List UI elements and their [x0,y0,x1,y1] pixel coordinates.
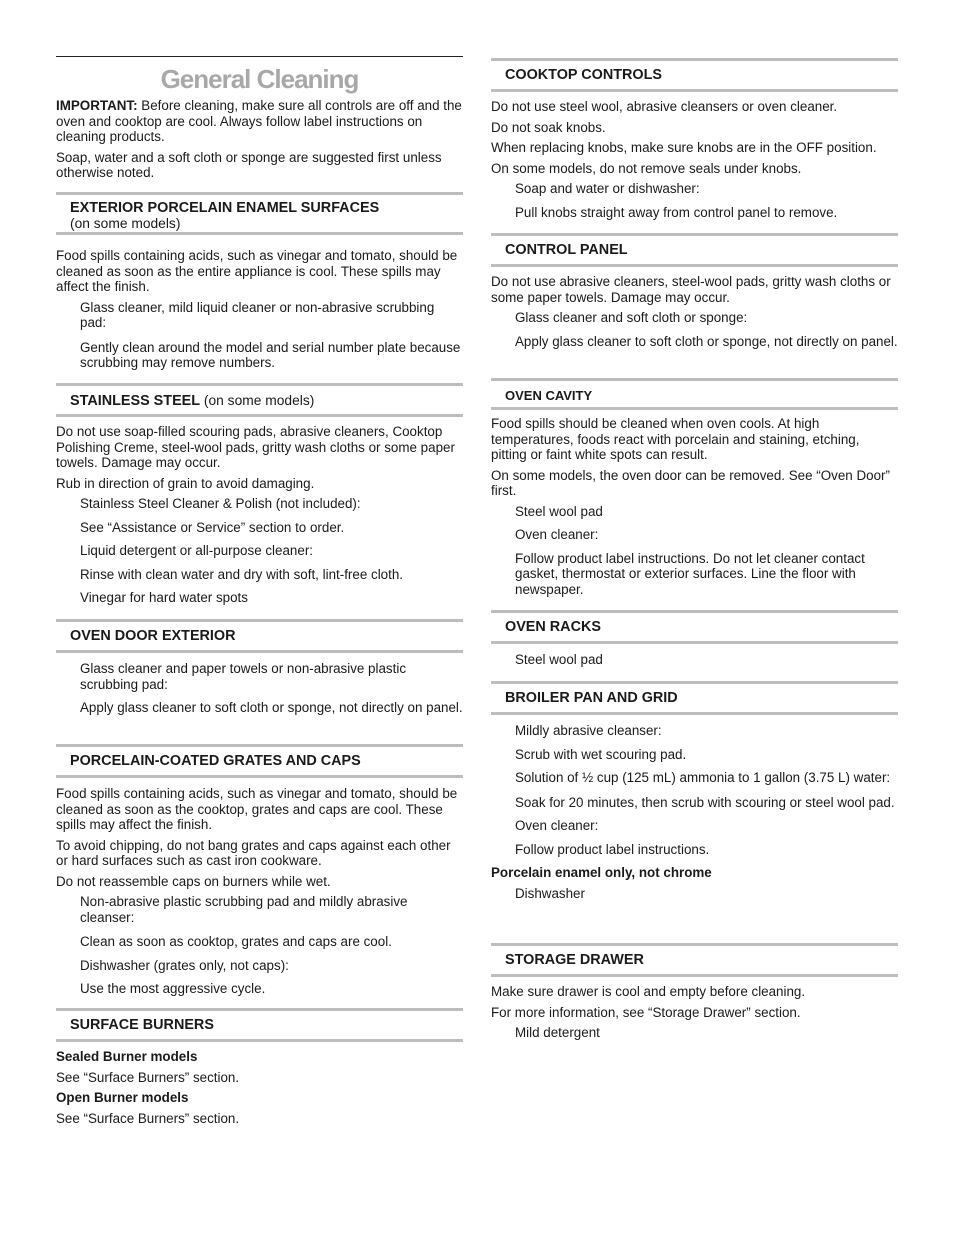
paragraph: Do not reassemble caps on burners while wet. [56,873,331,889]
heading-text: STAINLESS STEEL [70,393,201,409]
section-header-cavity [491,378,898,410]
section-heading: SURFACE BURNERS [70,1017,214,1033]
cleaning-method: Glass cleaner and paper towels or non-abrasive plastic scrubbing pad: [80,661,407,692]
important-text: Before cleaning, make sure all controls are off and the oven and cooktop are cool. Always follow label instructions on cleaning products. [56,98,462,144]
section-body-burners [56,1049,463,1126]
cleaning-instruction: Use the most aggressive cycle. [80,981,266,996]
paragraph: Food spills containing acids, such as vinegar and tomato, should be cleaned as soon as the entire appliance is cool. These spills may affect the finish. [56,248,458,294]
top-rule [56,56,463,57]
section-heading: BROILER PAN AND GRID [505,690,678,706]
section-body-grates [56,786,463,997]
paragraph: Food spills should be cleaned when oven cools. At high temperatures, foods react with porcelain and staining, etching, pitting or faint white spots can result. [491,416,860,462]
intro-note: Soap, water and a soft cloth or sponge are suggested first unless otherwise noted. [56,149,442,180]
section-heading: OVEN RACKS [505,619,601,635]
section-header-racks [491,610,898,644]
cleaning-method: Glass cleaner, mild liquid cleaner or non-abrasive scrubbing pad: [80,299,435,330]
section-body-exterior [56,248,463,371]
section-header-burners [56,1008,463,1042]
cleaning-instruction: Clean as soon as cooktop, grates and caps are cool. [80,934,392,949]
section-body-broiler [491,723,898,901]
page-title: General Cleaning [160,64,359,94]
cleaning-instruction: Follow product label instructions. [515,841,710,857]
paragraph: Do not use soap-filled scouring pads, abrasive cleaners, Cooktop Polishing Creme, steel-wool pads, gritty wash cloths or some paper towels. Damage may occur. [56,424,455,470]
cleaning-instruction: Rinse with clean water and dry with soft, lint-free cloth. [80,566,404,582]
cleaning-instruction: Apply glass cleaner to soft cloth or sponge, not directly on panel. [80,700,463,715]
cleaning-method: Mildly abrasive cleanser: [515,723,662,738]
section-body-door [56,661,463,716]
section-header-door [56,619,463,653]
paragraph: See “Surface Burners” section. [56,1069,240,1085]
section-body-cavity [491,416,898,597]
cleaning-method: Soap and water or dishwasher: [515,181,700,196]
paragraph: When replacing knobs, make sure knobs are in the OFF position. [491,140,877,155]
cleaning-method: Steel wool pad [515,652,603,667]
paragraph: Make sure drawer is cool and empty before cleaning. [491,984,806,999]
cleaning-method: Glass cleaner and soft cloth or sponge: [515,310,748,325]
cleaning-method: Solution of ½ cup (125 mL) ammonia to 1 gallon (3.75 L) water: [515,770,891,785]
cleaning-method: Vinegar for hard water spots [80,590,248,605]
cleaning-method: Dishwasher [515,885,585,901]
cleaning-instruction: See “Assistance or Service” section to order. [80,519,345,535]
section-heading [70,392,449,410]
important-note [56,98,463,145]
paragraph: Do not soak knobs. [491,119,606,135]
cleaning-method: Mild detergent [515,1025,600,1040]
cleaning-instruction: Follow product label instructions. Do not let cleaner contact gasket, thermostat or exterior surfaces. Line the floor with newspaper. [515,550,865,597]
cleaning-instruction: Scrub with wet scouring pad. [515,746,687,762]
section-heading: OVEN DOOR EXTERIOR [70,628,236,644]
heading-subtext: (on some models) [200,393,315,408]
cleaning-method: Dishwasher (grates only, not caps): [80,957,289,973]
paragraph: For more information, see “Storage Drawer” section. [491,1004,801,1020]
section-heading: EXTERIOR PORCELAIN ENAMEL SURFACES [70,200,380,216]
paragraph: To avoid chipping, do not bang grates and caps against each other or hard surfaces such as cast iron cookware. [56,837,451,868]
section-header-broiler [491,681,898,715]
section-body-racks [491,652,898,668]
cleaning-instruction: Pull knobs straight away from control panel to remove. [515,204,838,220]
intro [56,98,463,181]
section-body-stainless [56,424,463,606]
cleaning-instruction: Gently clean around the model and serial number plate because scrubbing may remove numbers. [80,339,461,370]
section-header-grates [56,744,463,778]
section-header-panel [491,233,898,267]
subheading: Porcelain enamel only, not chrome [491,865,712,880]
cleaning-method: Stainless Steel Cleaner & Polish (not included): [80,496,361,511]
cleaning-method: Liquid detergent or all-purpose cleaner: [80,543,313,558]
section-heading: CONTROL PANEL [505,242,628,258]
section-subheading: (on some models) [70,216,181,231]
cleaning-method: Oven cleaner: [515,818,599,833]
subheading: Sealed Burner models [56,1049,198,1064]
paragraph: On some models, do not remove seals under knobs. [491,160,802,176]
cleaning-method: Oven cleaner: [515,527,599,542]
paragraph: Food spills containing acids, such as vinegar and tomato, should be cleaned as soon as the cooktop, grates and caps are cool. These spills may affect the finish. [56,786,458,832]
section-body-controls [491,99,898,220]
subheading: Open Burner models [56,1090,189,1105]
section-body-panel [491,274,898,349]
cleaning-method: Steel wool pad [515,503,603,519]
paragraph: Rub in direction of grain to avoid damaging. [56,475,315,491]
section-heading: STORAGE DRAWER [505,952,644,968]
section-heading: OVEN CAVITY [505,388,593,403]
cleaning-instruction: Apply glass cleaner to soft cloth or sponge, not directly on panel. [515,333,898,349]
section-body-drawer [491,984,898,1041]
section-heading: PORCELAIN-COATED GRATES AND CAPS [70,753,361,769]
paragraph: See “Surface Burners” section. [56,1110,240,1126]
important-label: IMPORTANT: [56,98,138,113]
paragraph: On some models, the oven door can be removed. See “Oven Door” first. [491,467,890,498]
cleaning-method: Non-abrasive plastic scrubbing pad and mildly abrasive cleanser: [80,894,408,925]
section-header-drawer [491,943,898,977]
cleaning-instruction: Soak for 20 minutes, then scrub with scouring or steel wool pad. [515,794,895,810]
section-header-exterior [56,192,463,235]
section-header-stainless [56,383,463,417]
section-heading: COOKTOP CONTROLS [505,67,662,83]
section-header-controls [491,58,898,92]
paragraph: Do not use steel wool, abrasive cleansers or oven cleaner. [491,99,838,114]
paragraph: Do not use abrasive cleaners, steel-wool pads, gritty wash cloths or some paper towels. Damage may occur. [491,274,891,305]
